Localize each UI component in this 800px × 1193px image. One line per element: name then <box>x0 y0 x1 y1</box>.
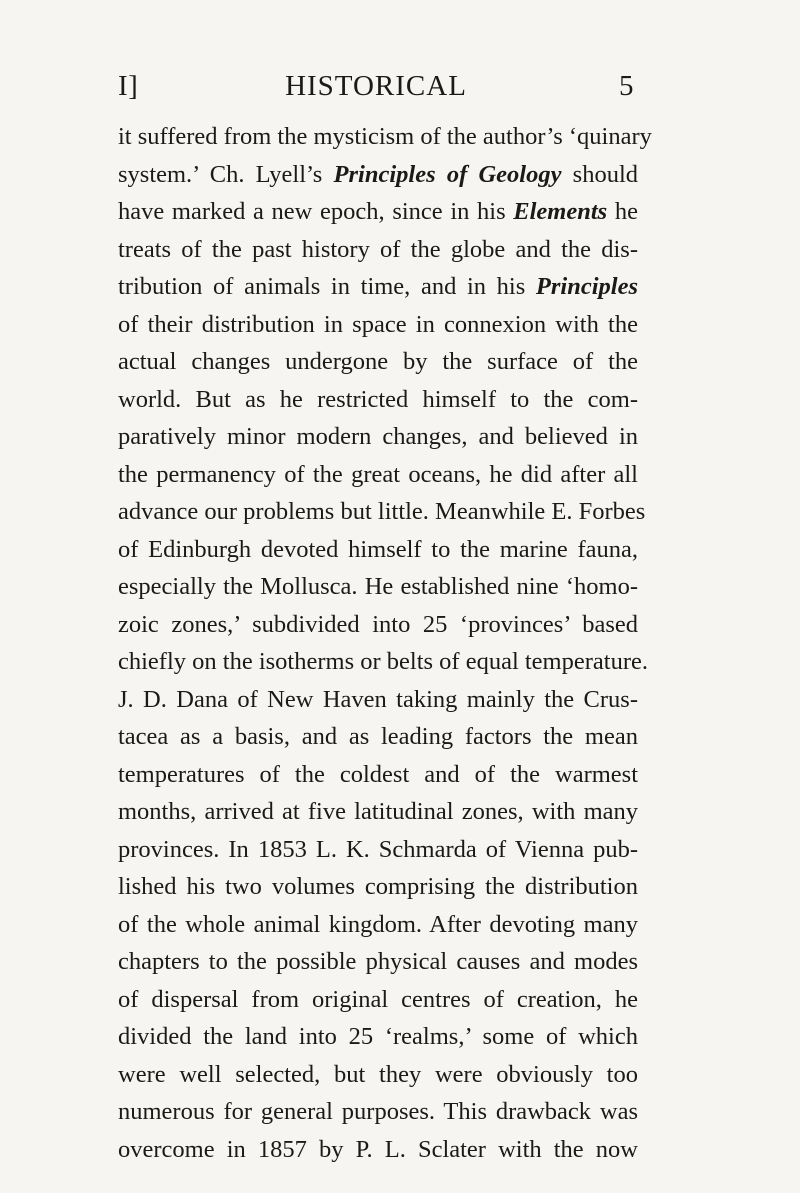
text-line <box>118 531 638 569</box>
text-run: chapters to the possible physical causes and modes <box>118 948 638 975</box>
text-run: overcome in 1857 by P. L. Sclater with the now <box>118 1135 638 1163</box>
italic-title: Elements <box>513 198 608 225</box>
text-run: advance our problems but little. Meanwhile E. Forbes <box>118 498 646 525</box>
text-run: divided the land into 25 ‘realms,’ some of which <box>118 1023 638 1050</box>
text-line <box>118 943 638 981</box>
text-line <box>118 231 638 269</box>
text-run: actual changes undergone by the surface of the <box>118 348 638 375</box>
text-line <box>118 1056 638 1094</box>
italic-title: Principles <box>535 273 638 300</box>
text-run: it suffered from the mysticism of the author’s ‘quinary <box>118 123 652 150</box>
text-line <box>118 1018 638 1056</box>
text-run: temperatures of the coldest and of the warmest <box>118 760 638 788</box>
text-line <box>118 718 638 756</box>
text-run: of their distribution in space in connexion with the <box>118 310 638 338</box>
text-line <box>118 268 638 306</box>
text-line <box>118 156 638 194</box>
text-line <box>118 831 638 869</box>
text-run: have marked a new epoch, since in his <box>118 198 514 225</box>
text-run: especially the Mollusca. He established nine ‘homo- <box>118 573 638 600</box>
text-line <box>118 306 638 344</box>
text-run: the permanency of the great oceans, he did after all <box>118 460 638 488</box>
text-run: treats of the past history of the globe and the dis- <box>118 235 638 263</box>
text-run: world. But as he restricted himself to the com- <box>118 385 638 413</box>
text-line <box>118 793 638 831</box>
text-run: should <box>561 160 638 188</box>
text-run: provinces. In 1853 L. K. Schmarda of Vienna pub- <box>118 835 638 863</box>
text-line <box>118 1131 638 1169</box>
text-line <box>118 606 638 644</box>
text-line <box>118 418 638 456</box>
text-run: of dispersal from original centres of creation, he <box>118 985 638 1013</box>
page-number: 5 <box>619 70 634 102</box>
text-run: numerous for general purposes. This drawback was <box>118 1098 638 1125</box>
text-run: of Edinburgh devoted himself to the marine fauna, <box>118 535 638 563</box>
text-run: were well selected, but they were obviously too <box>118 1060 638 1088</box>
chapter-number: I] <box>118 70 139 102</box>
text-run: chiefly on the isotherms or belts of equal temperature. <box>118 648 648 675</box>
text-run: system.’ Ch. Lyell’s <box>118 160 334 188</box>
text-run: months, arrived at five latitudinal zones, with many <box>118 798 638 825</box>
text-line <box>118 681 638 719</box>
text-line <box>118 343 638 381</box>
text-line <box>118 906 638 944</box>
running-head <box>118 70 634 110</box>
text-run: tacea as a basis, and as leading factors the mean <box>118 723 638 750</box>
text-line <box>118 193 638 231</box>
text-line <box>118 493 646 531</box>
text-line <box>118 981 638 1019</box>
text-run: he <box>607 198 638 225</box>
text-line <box>118 868 638 906</box>
text-line <box>118 118 652 156</box>
text-line <box>118 756 638 794</box>
text-line <box>118 568 638 606</box>
body-paragraph <box>118 118 652 1168</box>
text-line <box>118 643 648 681</box>
text-run: tribution of animals in time, and in his <box>118 273 536 300</box>
text-run: J. D. Dana of New Haven taking mainly the Crus- <box>118 685 638 713</box>
text-run: of the whole animal kingdom. After devoting many <box>118 910 638 938</box>
text-line <box>118 456 638 494</box>
text-run: paratively minor modern changes, and believed in <box>118 423 638 450</box>
text-run: zoic zones,’ subdivided into 25 ‘provinces’ based <box>118 610 638 638</box>
text-line <box>118 381 638 419</box>
running-title: HISTORICAL <box>285 70 467 102</box>
text-line <box>118 1093 638 1131</box>
italic-title: Principles of Geology <box>333 160 562 188</box>
text-run: lished his two volumes comprising the distribution <box>118 873 638 900</box>
